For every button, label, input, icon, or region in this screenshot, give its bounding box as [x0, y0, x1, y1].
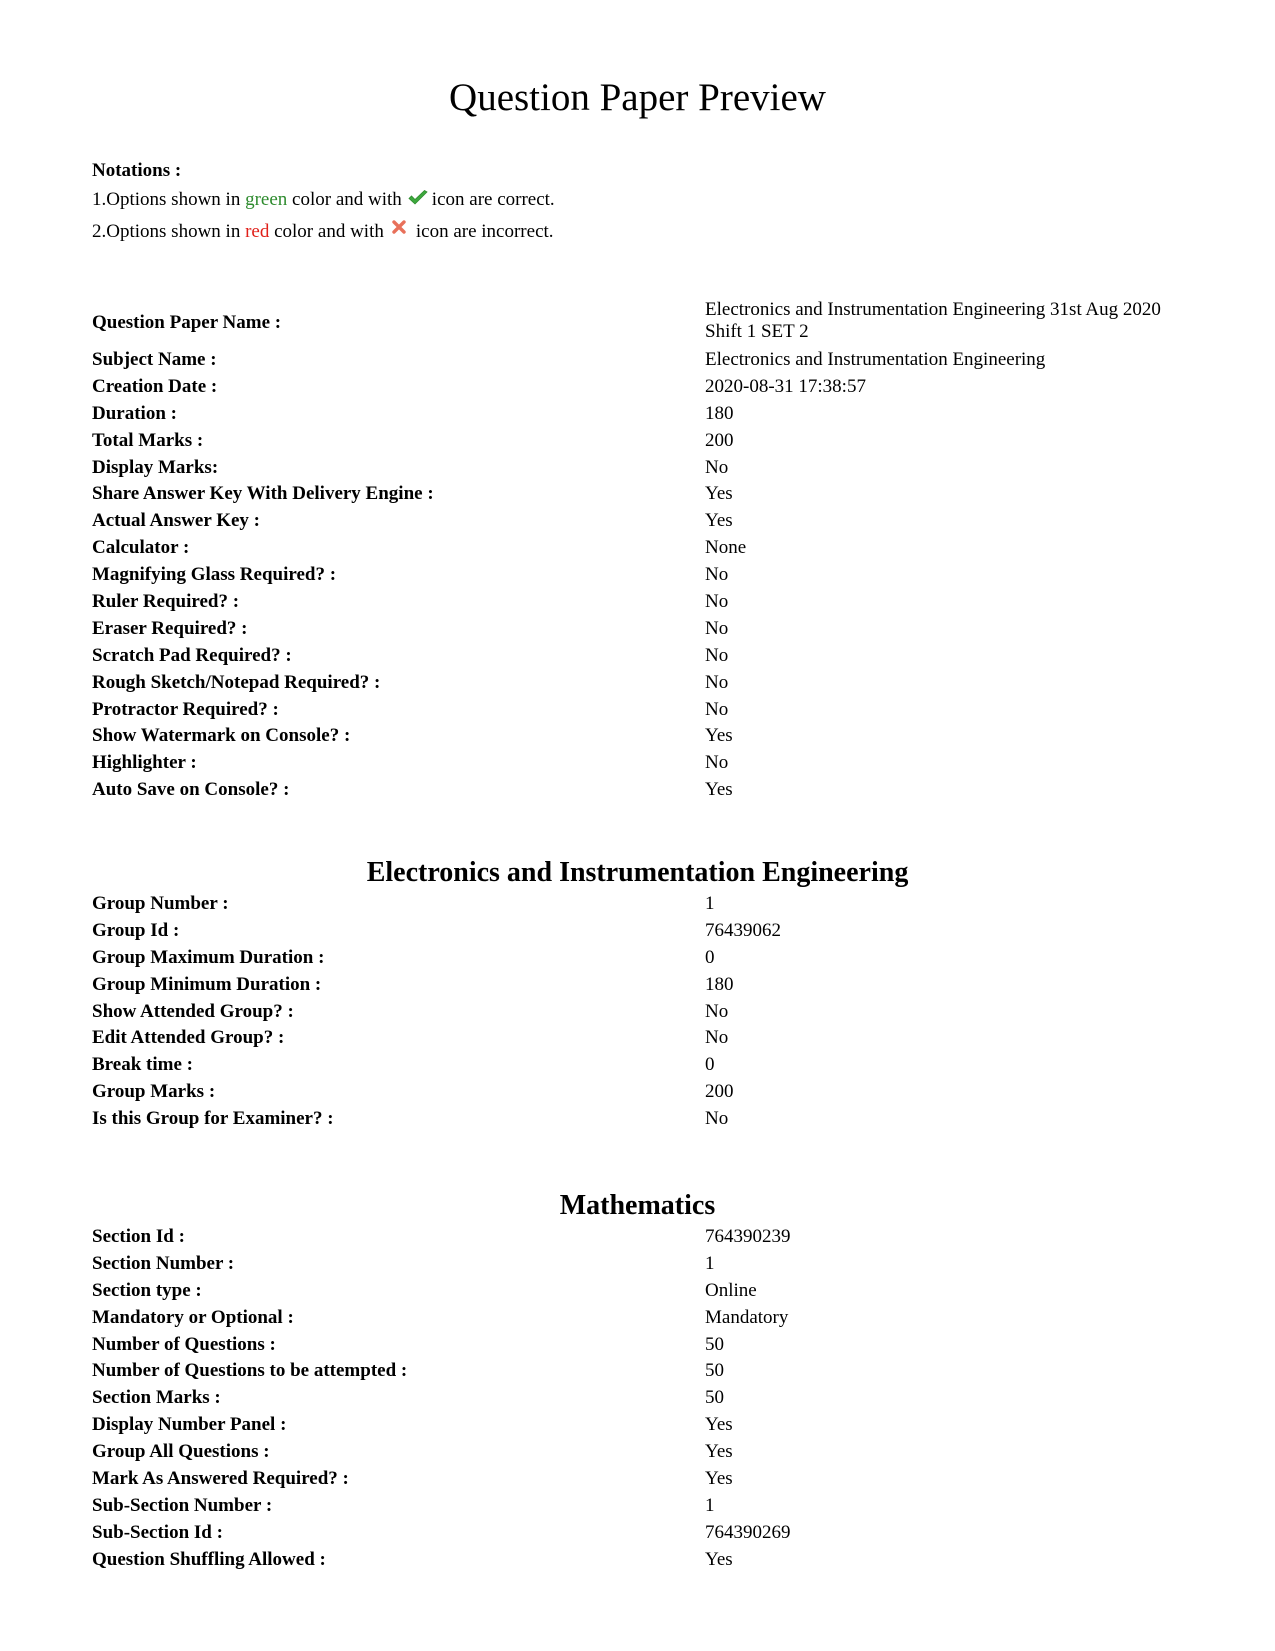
- notation-correct-prefix: 1.Options shown in: [92, 189, 246, 210]
- info-label: Scratch Pad Required? :: [92, 644, 292, 666]
- section-label: Question Shuffling Allowed :: [92, 1548, 326, 1570]
- group-label: Is this Group for Examiner? :: [92, 1108, 334, 1130]
- info-label: Calculator :: [92, 537, 190, 559]
- info-row: [92, 697, 1192, 724]
- section-value: Mandatory: [705, 1306, 789, 1328]
- section-value: Yes: [705, 1548, 733, 1570]
- info-label: Actual Answer Key :: [92, 510, 260, 532]
- info-value: Yes: [705, 725, 733, 747]
- info-value: Yes: [705, 779, 733, 801]
- group-value: No: [705, 1027, 729, 1049]
- notation-line-correct: [92, 185, 555, 214]
- info-row: [92, 401, 1192, 428]
- section-value: 50: [705, 1360, 724, 1382]
- group-row: [92, 891, 1192, 918]
- section-row: [92, 1332, 1192, 1359]
- section-heading: Mathematics: [559, 1190, 716, 1221]
- info-value: No: [705, 617, 729, 639]
- notation-line-incorrect: [92, 214, 555, 246]
- info-label: Subject Name :: [92, 349, 217, 370]
- section-row: [92, 1412, 1192, 1439]
- group-label: Group Number :: [92, 893, 229, 914]
- info-value: Yes: [705, 510, 733, 532]
- info-label: Total Marks :: [92, 429, 204, 451]
- info-label: Protractor Required? :: [92, 698, 279, 720]
- notation-incorrect-prefix: 2.Options shown in: [92, 221, 246, 242]
- group-row: [92, 1025, 1192, 1052]
- section-label: Section Id :: [92, 1226, 185, 1247]
- notation-incorrect-color-word: red: [245, 221, 270, 242]
- group-row: [92, 972, 1192, 999]
- info-row: [92, 643, 1192, 670]
- group-value: 76439062: [705, 919, 781, 941]
- info-value: No: [705, 644, 729, 666]
- group-value: 0: [705, 946, 715, 968]
- info-label: Question Paper Name :: [92, 312, 282, 333]
- info-value: 180: [705, 402, 734, 424]
- notations-block: [92, 156, 555, 246]
- group-value: 200: [705, 1081, 734, 1103]
- info-value: None: [705, 537, 747, 559]
- section-value: 1: [705, 1494, 715, 1516]
- group-row: [92, 1052, 1192, 1079]
- group-value: No: [705, 1108, 729, 1130]
- group-row: [92, 1106, 1192, 1133]
- section-row: [92, 1251, 1192, 1278]
- notation-correct-suffix: icon are correct.: [431, 189, 555, 210]
- group-label: Show Attended Group? :: [92, 1000, 294, 1022]
- group-row: [92, 918, 1192, 945]
- info-row: [92, 455, 1192, 482]
- cross-icon: [392, 214, 406, 228]
- info-row: [92, 562, 1192, 589]
- info-row: [92, 428, 1192, 455]
- group-label: Group Id :: [92, 919, 180, 941]
- info-label: Eraser Required? :: [92, 617, 248, 639]
- section-label: Group All Questions :: [92, 1441, 270, 1463]
- group-value: 1: [705, 893, 715, 914]
- section-label: Section Marks :: [92, 1387, 221, 1409]
- section-value: 50: [705, 1333, 724, 1355]
- notations-heading: Notations :: [92, 160, 182, 181]
- info-label: Magnifying Glass Required? :: [92, 564, 337, 586]
- info-row: [92, 723, 1192, 750]
- section-label: Mark As Answered Required? :: [92, 1468, 349, 1490]
- notation-correct-color-word: green: [245, 189, 288, 210]
- notation-correct-middle: color and with: [287, 189, 402, 210]
- section-row: [92, 1439, 1192, 1466]
- info-value: Electronics and Instrumentation Engineering: [705, 349, 1046, 370]
- section-value: 1: [705, 1252, 715, 1274]
- info-label: Share Answer Key With Delivery Engine :: [92, 483, 434, 505]
- group-value: 0: [705, 1054, 715, 1076]
- section-row: [92, 1385, 1192, 1412]
- info-label: Display Marks:: [92, 456, 219, 478]
- info-value: 200: [705, 429, 734, 451]
- section-row: [92, 1358, 1192, 1385]
- section-row: [92, 1547, 1192, 1574]
- section-value: Yes: [705, 1441, 733, 1463]
- section-row: [92, 1493, 1192, 1520]
- group-heading: Electronics and Instrumentation Engineering: [366, 857, 909, 888]
- info-value: No: [705, 564, 729, 586]
- info-label: Creation Date :: [92, 375, 218, 397]
- info-label: Show Watermark on Console? :: [92, 725, 351, 747]
- paper-info-table: [92, 299, 1192, 804]
- section-row: [92, 1466, 1192, 1493]
- section-label: Sub-Section Number :: [92, 1494, 273, 1516]
- group-value: 180: [705, 973, 734, 995]
- info-label: Duration :: [92, 402, 177, 424]
- info-row: [92, 374, 1192, 401]
- info-value: 2020-08-31 17:38:57: [705, 375, 866, 397]
- info-row: [92, 750, 1192, 777]
- info-row: [92, 777, 1192, 804]
- group-label: Group Marks :: [92, 1081, 216, 1103]
- section-label: Section Number :: [92, 1252, 235, 1274]
- info-value: No: [705, 752, 729, 774]
- group-row: [92, 945, 1192, 972]
- section-row: [92, 1305, 1192, 1332]
- section-value: 764390239: [705, 1226, 791, 1247]
- section-label: Number of Questions :: [92, 1333, 276, 1355]
- info-row: [92, 589, 1192, 616]
- info-label: Rough Sketch/Notepad Required? :: [92, 671, 381, 693]
- info-value: Yes: [705, 483, 733, 505]
- info-row: [92, 299, 1192, 347]
- group-info-table: [92, 891, 1192, 1133]
- info-row: [92, 481, 1192, 508]
- info-value: No: [705, 698, 729, 720]
- info-value: No: [705, 591, 729, 613]
- notation-incorrect-middle: color and with: [269, 221, 384, 242]
- info-label: Highlighter :: [92, 752, 197, 774]
- group-row: [92, 999, 1192, 1026]
- section-label: Display Number Panel :: [92, 1414, 287, 1436]
- group-label: Group Minimum Duration :: [92, 973, 322, 995]
- group-row: [92, 1079, 1192, 1106]
- section-row: [92, 1278, 1192, 1305]
- info-value: Electronics and Instrumentation Engineering 31st Aug 2020 Shift 1 SET 2: [705, 299, 1161, 342]
- info-label: Auto Save on Console? :: [92, 779, 290, 801]
- checkmark-icon: [408, 186, 428, 202]
- group-value: No: [705, 1000, 729, 1022]
- section-value: 764390269: [705, 1521, 791, 1543]
- section-label: Number of Questions to be attempted :: [92, 1360, 408, 1382]
- section-label: Sub-Section Id :: [92, 1521, 223, 1543]
- section-label: Section type :: [92, 1279, 202, 1301]
- section-value: Online: [705, 1279, 757, 1301]
- notation-incorrect-suffix: icon are incorrect.: [415, 221, 554, 242]
- group-label: Edit Attended Group? :: [92, 1027, 285, 1049]
- section-row: [92, 1520, 1192, 1547]
- section-value: 50: [705, 1387, 724, 1409]
- info-value: No: [705, 456, 729, 478]
- info-row: [92, 670, 1192, 697]
- info-row: [92, 616, 1192, 643]
- page-title: Question Paper Preview: [449, 76, 826, 119]
- section-label: Mandatory or Optional :: [92, 1306, 294, 1328]
- info-label: Ruler Required? :: [92, 591, 240, 613]
- info-row: [92, 508, 1192, 535]
- section-info-table: [92, 1224, 1192, 1574]
- section-value: Yes: [705, 1414, 733, 1436]
- info-row: [92, 535, 1192, 562]
- section-row: [92, 1224, 1192, 1251]
- group-label: Group Maximum Duration :: [92, 946, 325, 968]
- section-value: Yes: [705, 1468, 733, 1490]
- group-label: Break time :: [92, 1054, 193, 1076]
- info-value: No: [705, 671, 729, 693]
- info-row: [92, 347, 1192, 374]
